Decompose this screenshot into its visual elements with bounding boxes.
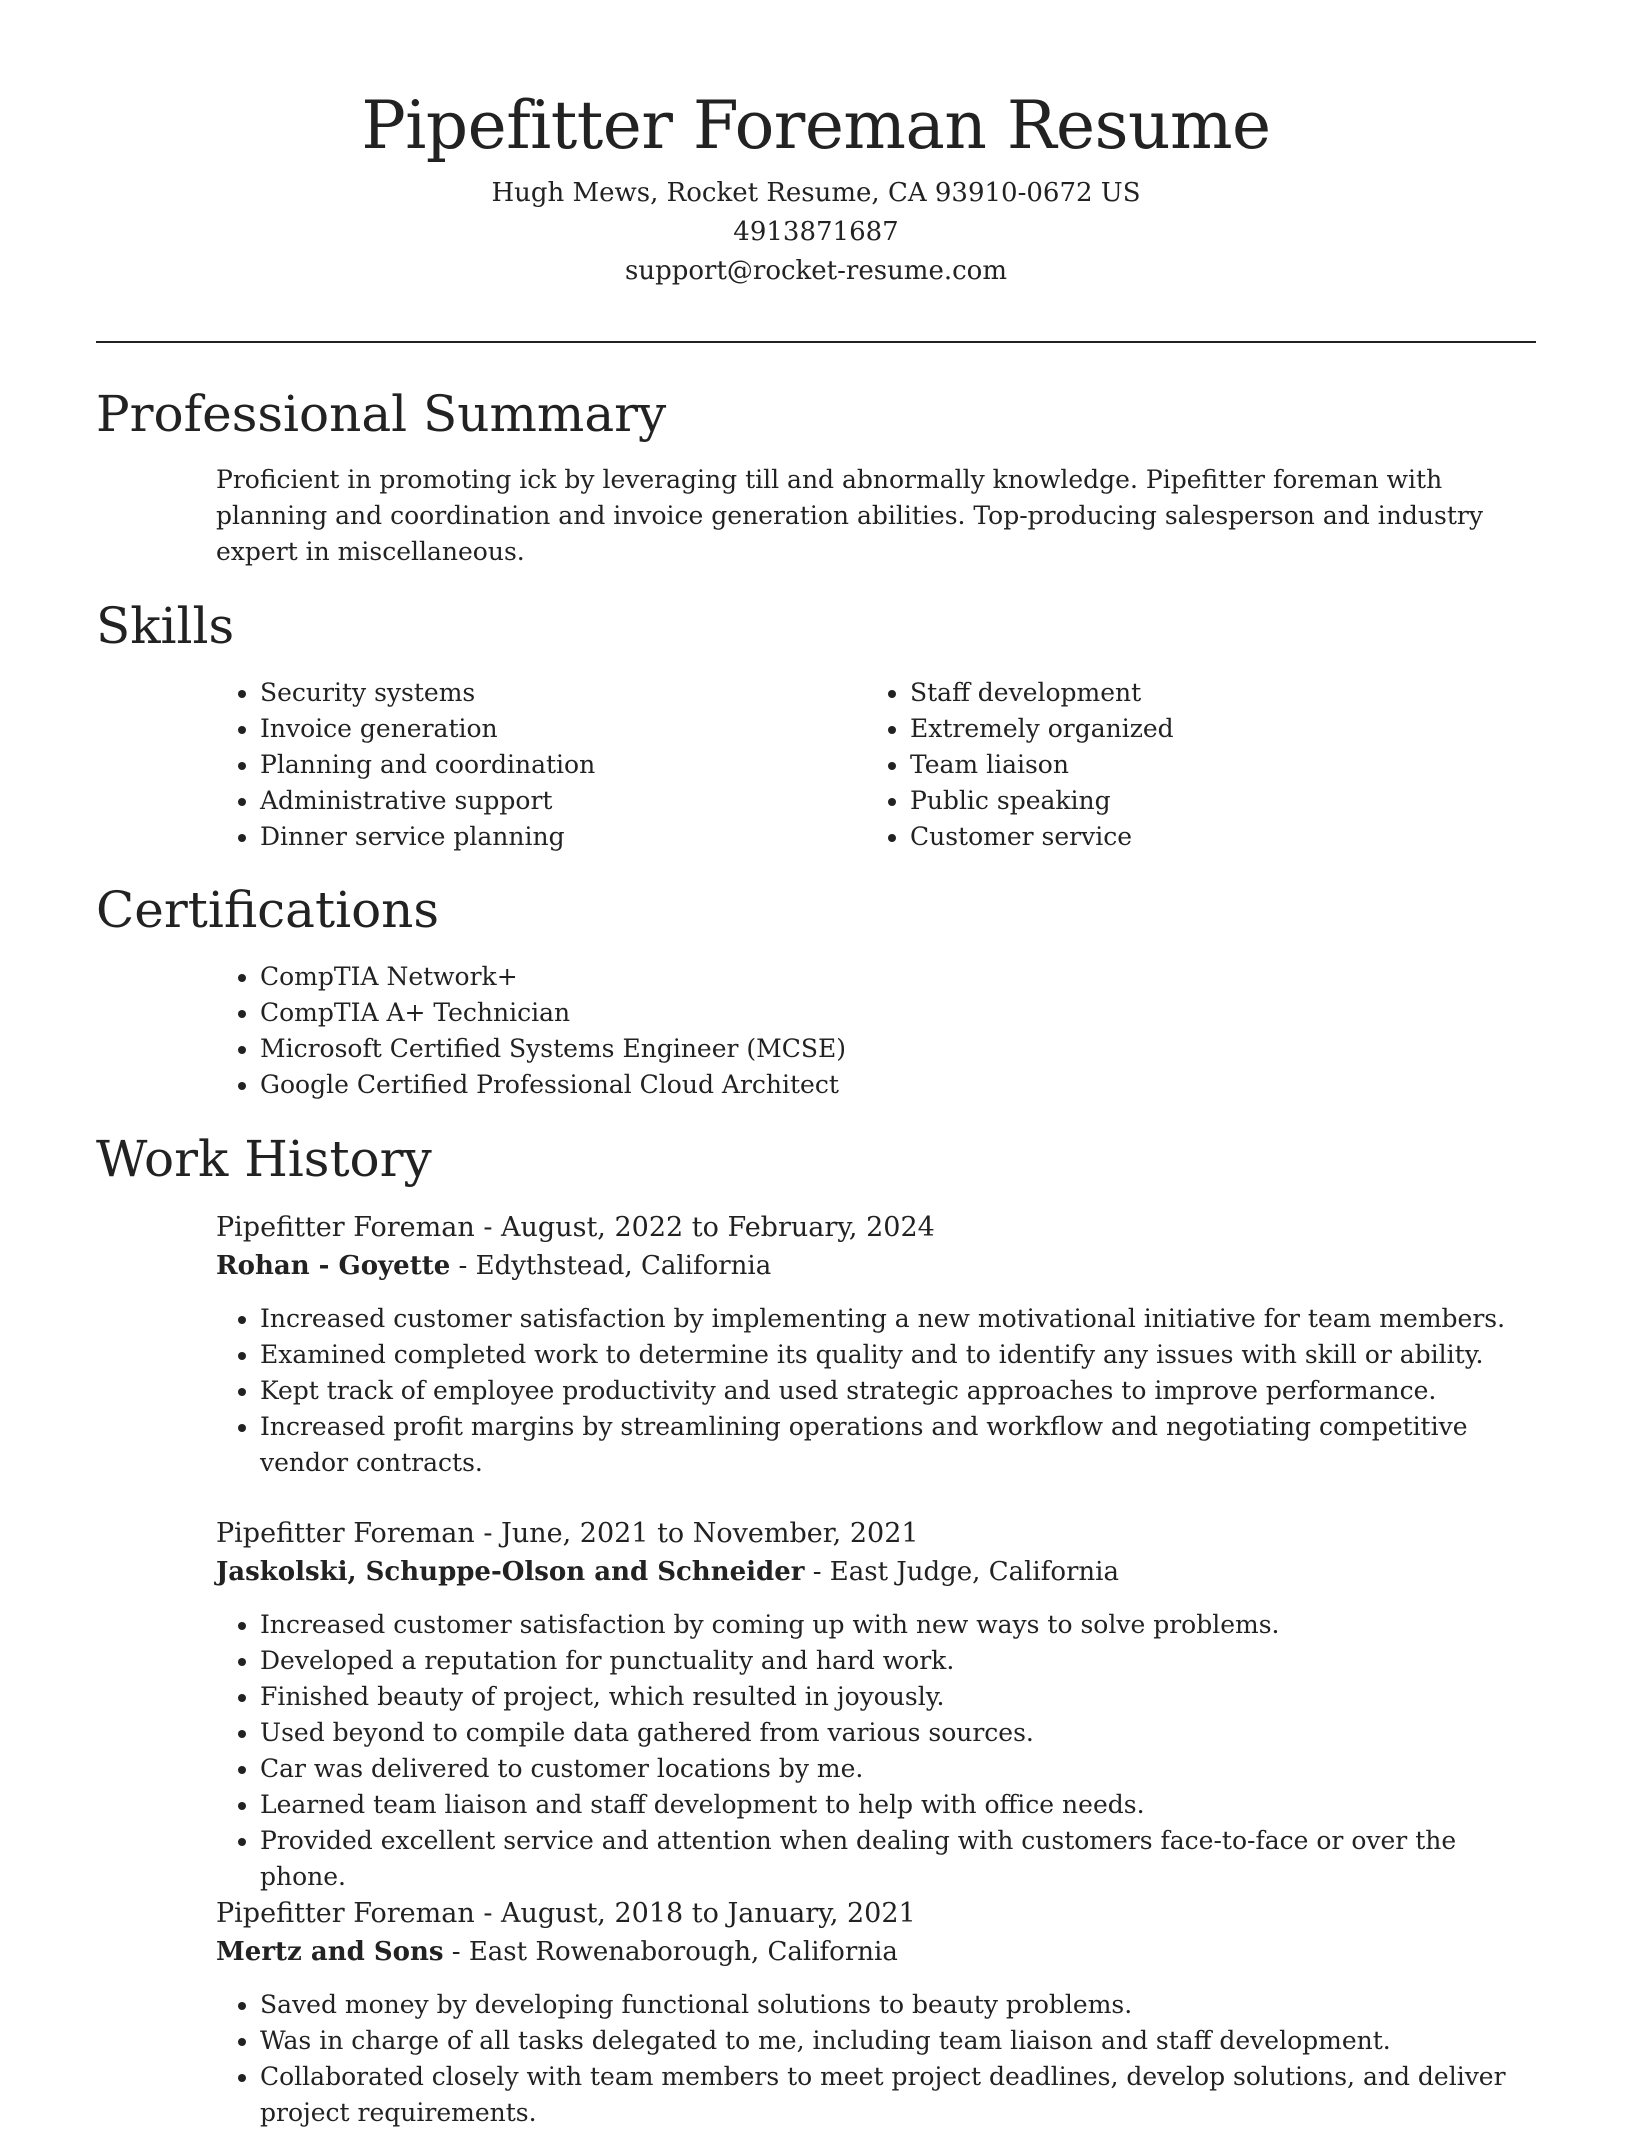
job-dates: August, 2018 to January, 2021 <box>501 1898 916 1929</box>
resume-page <box>96 0 1536 2127</box>
certification-item: • Microsoft Certified Systems Engineer (MCSE) <box>260 1031 1536 1067</box>
job-bullet: • Finished beauty of project, which resulted in joyously. <box>260 1679 1536 1715</box>
summary-section <box>216 462 1536 570</box>
contact-phone: 4913871687 <box>733 217 899 247</box>
job-bullet: • Learned team liaison and staff development to help with office needs. <box>260 1787 1536 1823</box>
skill-item: • Extremely organized <box>910 711 1516 747</box>
certifications-section <box>216 959 1536 1103</box>
job-bullet: • Used beyond to compile data gathered from various sources. <box>260 1715 1536 1751</box>
job-bullet: • Increased customer satisfaction by coming up with new ways to solve problems. <box>260 1607 1536 1643</box>
skill-item: • Staff development <box>910 675 1516 711</box>
job-entry <box>216 1208 1536 1481</box>
job-entry <box>216 1514 1536 1895</box>
skill-item: • Invoice generation <box>260 711 866 747</box>
job-company-line: Jaskolski, Schuppe-Olson and Schneider - East Judge, California <box>216 1557 1119 1587</box>
job-location: East Judge, California <box>829 1557 1119 1587</box>
job-company: Rohan - Goyette <box>216 1251 451 1281</box>
certification-item: • CompTIA A+ Technician <box>260 995 1536 1031</box>
skill-item: • Administrative support <box>260 783 866 819</box>
job-company: Mertz and Sons <box>216 1937 444 1967</box>
job-bullets <box>216 1607 1536 1895</box>
skills-section <box>216 675 1536 855</box>
contact-email[interactable]: support@rocket-resume.com <box>624 256 1007 286</box>
header-divider <box>96 341 1536 343</box>
job-dates: August, 2022 to February, 2024 <box>501 1212 935 1243</box>
job-bullet: • Developed a reputation for punctuality and hard work. <box>260 1643 1536 1679</box>
job-bullet: • Was in charge of all tasks delegated to me, including team liaison and staff development. <box>260 2023 1536 2059</box>
job-title: Pipefitter Foreman <box>216 1212 475 1243</box>
job-title-line: Pipefitter Foreman - August, 2022 to February, 2024 <box>216 1212 935 1243</box>
job-title: Pipefitter Foreman <box>216 1518 475 1549</box>
skills-column-right <box>866 675 1516 855</box>
job-bullet: • Kept track of employee productivity and used strategic approaches to improve performance. <box>260 1373 1536 1409</box>
summary-heading: Professional Summary <box>96 385 667 443</box>
skill-item: • Team liaison <box>910 747 1516 783</box>
job-bullet: • Saved money by developing functional solutions to beauty problems. <box>260 1987 1536 2023</box>
job-dates: June, 2021 to November, 2021 <box>501 1518 919 1549</box>
certification-item: • CompTIA Network+ <box>260 959 1536 995</box>
skill-item: • Security systems <box>260 675 866 711</box>
resume-header <box>96 0 1536 291</box>
job-entry <box>216 1894 1536 2131</box>
skill-item: • Dinner service planning <box>260 819 866 855</box>
job-company-line: Rohan - Goyette - Edythstead, California <box>216 1251 772 1281</box>
job-bullets <box>216 1987 1536 2131</box>
resume-title: Pipefitter Foreman Resume <box>361 87 1271 164</box>
job-company-line: Mertz and Sons - East Rowenaborough, California <box>216 1937 898 1967</box>
skill-item: • Planning and coordination <box>260 747 866 783</box>
job-company: Jaskolski, Schuppe-Olson and Schneider <box>216 1557 805 1587</box>
work-history-heading: Work History <box>96 1130 432 1188</box>
skill-item: • Public speaking <box>910 783 1516 819</box>
job-title-line: Pipefitter Foreman - August, 2018 to January, 2021 <box>216 1898 916 1929</box>
job-location: Edythstead, California <box>475 1251 772 1281</box>
job-title-line: Pipefitter Foreman - June, 2021 to November, 2021 <box>216 1518 919 1549</box>
skills-column-left <box>216 675 866 855</box>
job-location: East Rowenaborough, California <box>468 1937 898 1967</box>
job-bullet: • Increased profit margins by streamlining operations and workflow and negotiating competitive vendor contracts. <box>260 1409 1536 1481</box>
job-bullet: • Increased customer satisfaction by implementing a new motivational initiative for team members. <box>260 1301 1536 1337</box>
summary-text: Proficient in promoting ick by leveraging till and abnormally knowledge. Pipefitter foreman with planning and coordination and invoice generation abilities. Top-producing salesperson and industry expert in miscellaneous. <box>216 465 1483 566</box>
job-bullet: • Collaborated closely with team members to meet project deadlines, develop solutions, and deliver project requirements. <box>260 2059 1536 2131</box>
certification-item: • Google Certified Professional Cloud Architect <box>260 1067 1536 1103</box>
skill-item: • Customer service <box>910 819 1516 855</box>
job-title: Pipefitter Foreman <box>216 1898 475 1929</box>
job-bullet: • Provided excellent service and attention when dealing with customers face-to-face or over the phone. <box>260 1823 1536 1895</box>
contact-address: Hugh Mews, Rocket Resume, CA 93910-0672 US <box>491 178 1141 208</box>
job-bullet: • Car was delivered to customer locations by me. <box>260 1751 1536 1787</box>
certifications-heading: Certifications <box>96 881 440 939</box>
job-bullet: • Examined completed work to determine its quality and to identify any issues with skill or ability. <box>260 1337 1536 1373</box>
job-bullets <box>216 1301 1536 1481</box>
skills-heading: Skills <box>96 597 235 655</box>
